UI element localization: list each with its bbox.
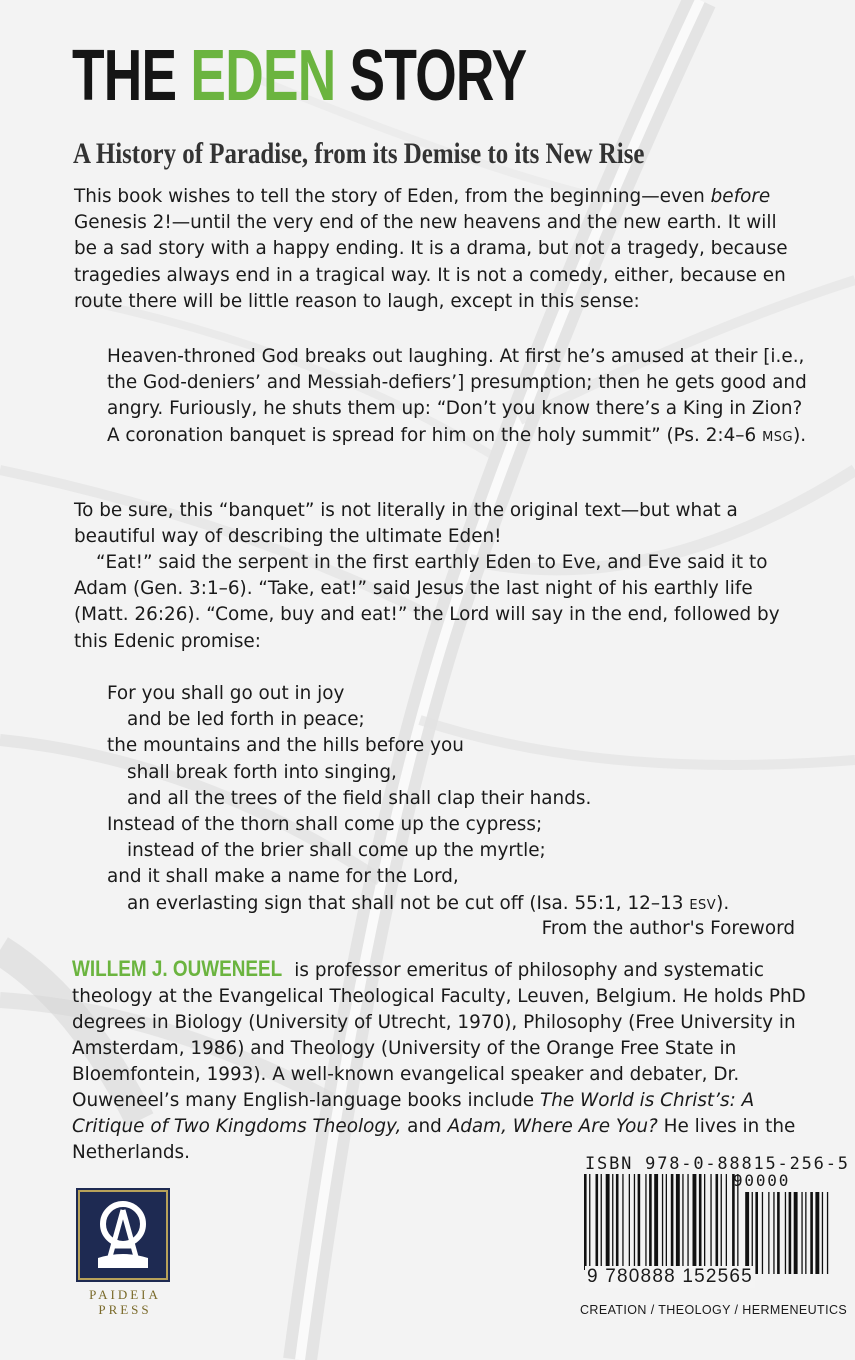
author-bio	[72, 956, 812, 1166]
barcode-bar	[762, 1192, 763, 1274]
barcode-bar	[777, 1192, 780, 1274]
blurb-p1-text-a: This book wishes to tell the story of Eden, from the beginning—even	[74, 186, 711, 207]
barcode-bar	[822, 1192, 823, 1274]
barcode-bar	[827, 1192, 828, 1274]
poem-line: and all the trees of the field shall clap their hands.	[127, 787, 592, 809]
barcode-bar	[606, 1174, 610, 1270]
barcode-bar	[721, 1174, 722, 1270]
poem-line	[107, 891, 827, 919]
title-part-2: STORY	[335, 36, 527, 116]
bio-book-1: The World is Christ’s: A Critique of Two Kingdoms Theology,	[72, 1090, 755, 1137]
title-part-1: THE	[72, 36, 191, 116]
publisher-name-line-1: PAIDEIA	[89, 1287, 161, 1302]
blurb-p1-emphasis: before	[710, 186, 771, 207]
barcode-bar	[789, 1192, 792, 1274]
barcode-bar	[726, 1174, 727, 1270]
barcode-bar	[752, 1192, 753, 1274]
blurb-p1-text-b: Genesis 2!—until the very end of the new heavens and the new earth. It will be a sad story with a happy ending. It is a drama, but not a tragedy, because tragedies always end in a tragical way. It is not a comedy, either, because en route there will be little reason to laugh, except in this sense:	[74, 212, 788, 312]
barcode-bar	[704, 1174, 705, 1270]
barcode-bar	[612, 1174, 613, 1270]
barcode-bar	[801, 1192, 802, 1274]
foreword-attribution: From the author's Foreword	[541, 918, 795, 939]
isbn-text: ISBN 978-0-88815-256-5	[585, 1154, 850, 1174]
bio-book-2: Adam, Where Are You?	[447, 1116, 658, 1137]
book-category: CREATION / THEOLOGY / HERMENEUTICS	[580, 1303, 848, 1317]
poem-line: and be led forth in peace;	[127, 709, 365, 731]
barcode-bar	[666, 1174, 667, 1270]
poem-line-9-end: ).	[716, 892, 730, 914]
barcode-bar	[773, 1192, 774, 1274]
barcode-bar	[805, 1192, 806, 1274]
barcode-bar	[654, 1174, 658, 1270]
book-subtitle: A History of Paradise, from its Demise to its New Rise	[73, 137, 645, 170]
barcode-bar	[616, 1174, 619, 1270]
poem-line-9-text: an everlasting sign that shall not be cut off (Isa. 55:1, 12–13	[127, 892, 690, 914]
publisher-name-line-2: PRESS	[98, 1302, 152, 1317]
barcode-bar	[693, 1174, 697, 1270]
poem-line: and it shall make a name for the Lord,	[107, 866, 459, 888]
barcode-bar	[785, 1192, 786, 1274]
barcode-bar	[794, 1192, 798, 1274]
barcode-bar	[638, 1174, 641, 1270]
barcode-supplement: 90000	[733, 1171, 791, 1190]
barcode-bar	[601, 1174, 602, 1270]
author-name: WILLEM J. OUWENEEL	[72, 956, 283, 981]
barcode-bar	[596, 1174, 599, 1270]
quote-text: Heaven-throned God breaks out laughing. At first he’s amused at their [i.e., the God-deniers’ and Messiah-defiers’] presumption; then he gets good and angry. Furiously, he shuts them up: “Don’t you know there’s a King in Zion? A coronation banquet is spread for him on the holy summit” (Ps. 2:4–6	[107, 346, 807, 446]
barcode-bar	[699, 1174, 702, 1270]
poem-line: For you shall go out in joy	[107, 683, 345, 704]
barcode-bar	[649, 1174, 652, 1270]
blurb-paragraph-3: “Eat!” said the serpent in the first earthly Eden to Eve, and Eve said it to Adam (Gen. 3:1–6). “Take, eat!” said Jesus the last night of his earthly life (Matt. 26:26). “Come, buy and eat!” the Lord will say in the end, followed by this Edenic promise:	[74, 552, 780, 652]
blurb-paragraph-1	[74, 184, 799, 315]
poem-line: shall break forth into singing,	[127, 761, 397, 783]
bio-text-a: is professor emeritus of philosophy and systematic theology at the Evangelical Theological Faculty, Leuven, Belgium. He holds PhD degrees in Biology (University of Utrecht, 1970), Philosophy (Free University in Amsterdam, 1986) and Theology (University of the Orange Free State in Bloemfontein, 1993). A well-known evangelical speaker and debater, Dr. Ouweneel’s many English-language books include	[72, 960, 806, 1111]
barcode-bar	[662, 1174, 663, 1270]
barcode-bar	[682, 1174, 683, 1270]
blurb-paragraph-2: To be sure, this “banquet” is not literally in the original text—but what a beautiful way of describing the ultimate Eden!	[74, 500, 738, 548]
barcode-bar	[768, 1192, 769, 1274]
quote-end: ).	[793, 424, 807, 446]
blurb-block-quote	[107, 344, 807, 451]
poem-line: the mountains and the hills before you	[107, 735, 464, 757]
barcode-bar	[589, 1174, 590, 1270]
barcode-bar	[745, 1192, 749, 1274]
barcode-bar	[629, 1174, 630, 1270]
bio-text-b: and	[401, 1116, 448, 1137]
book-title	[72, 36, 526, 116]
poem-version: ESV	[689, 897, 717, 913]
barcode-bar	[810, 1192, 813, 1274]
quote-version: MSG	[762, 429, 794, 445]
poem-quote	[107, 681, 827, 919]
title-highlight: EDEN	[190, 36, 336, 116]
barcode-bar	[755, 1192, 758, 1274]
poem-line: Instead of the thorn shall come up the cypress;	[107, 814, 543, 836]
bio-text-c: He lives in the Netherlands.	[72, 1116, 796, 1163]
poem-line: instead of the brier shall come up the myrtle;	[127, 840, 546, 862]
barcode-bar	[716, 1174, 719, 1270]
barcode	[582, 1170, 832, 1274]
barcode-bar	[622, 1174, 623, 1270]
barcode-bar	[815, 1192, 819, 1274]
barcode-bar	[671, 1174, 674, 1270]
barcode-bar	[584, 1174, 587, 1270]
barcode-number: 9 780888 152565	[587, 1266, 753, 1287]
barcode-bar	[645, 1174, 646, 1270]
barcode-bar	[710, 1174, 711, 1270]
paideia-press-logo	[76, 1188, 170, 1282]
barcode-bar	[676, 1174, 680, 1270]
barcode-bar	[687, 1174, 688, 1270]
barcode-bar	[634, 1174, 635, 1270]
